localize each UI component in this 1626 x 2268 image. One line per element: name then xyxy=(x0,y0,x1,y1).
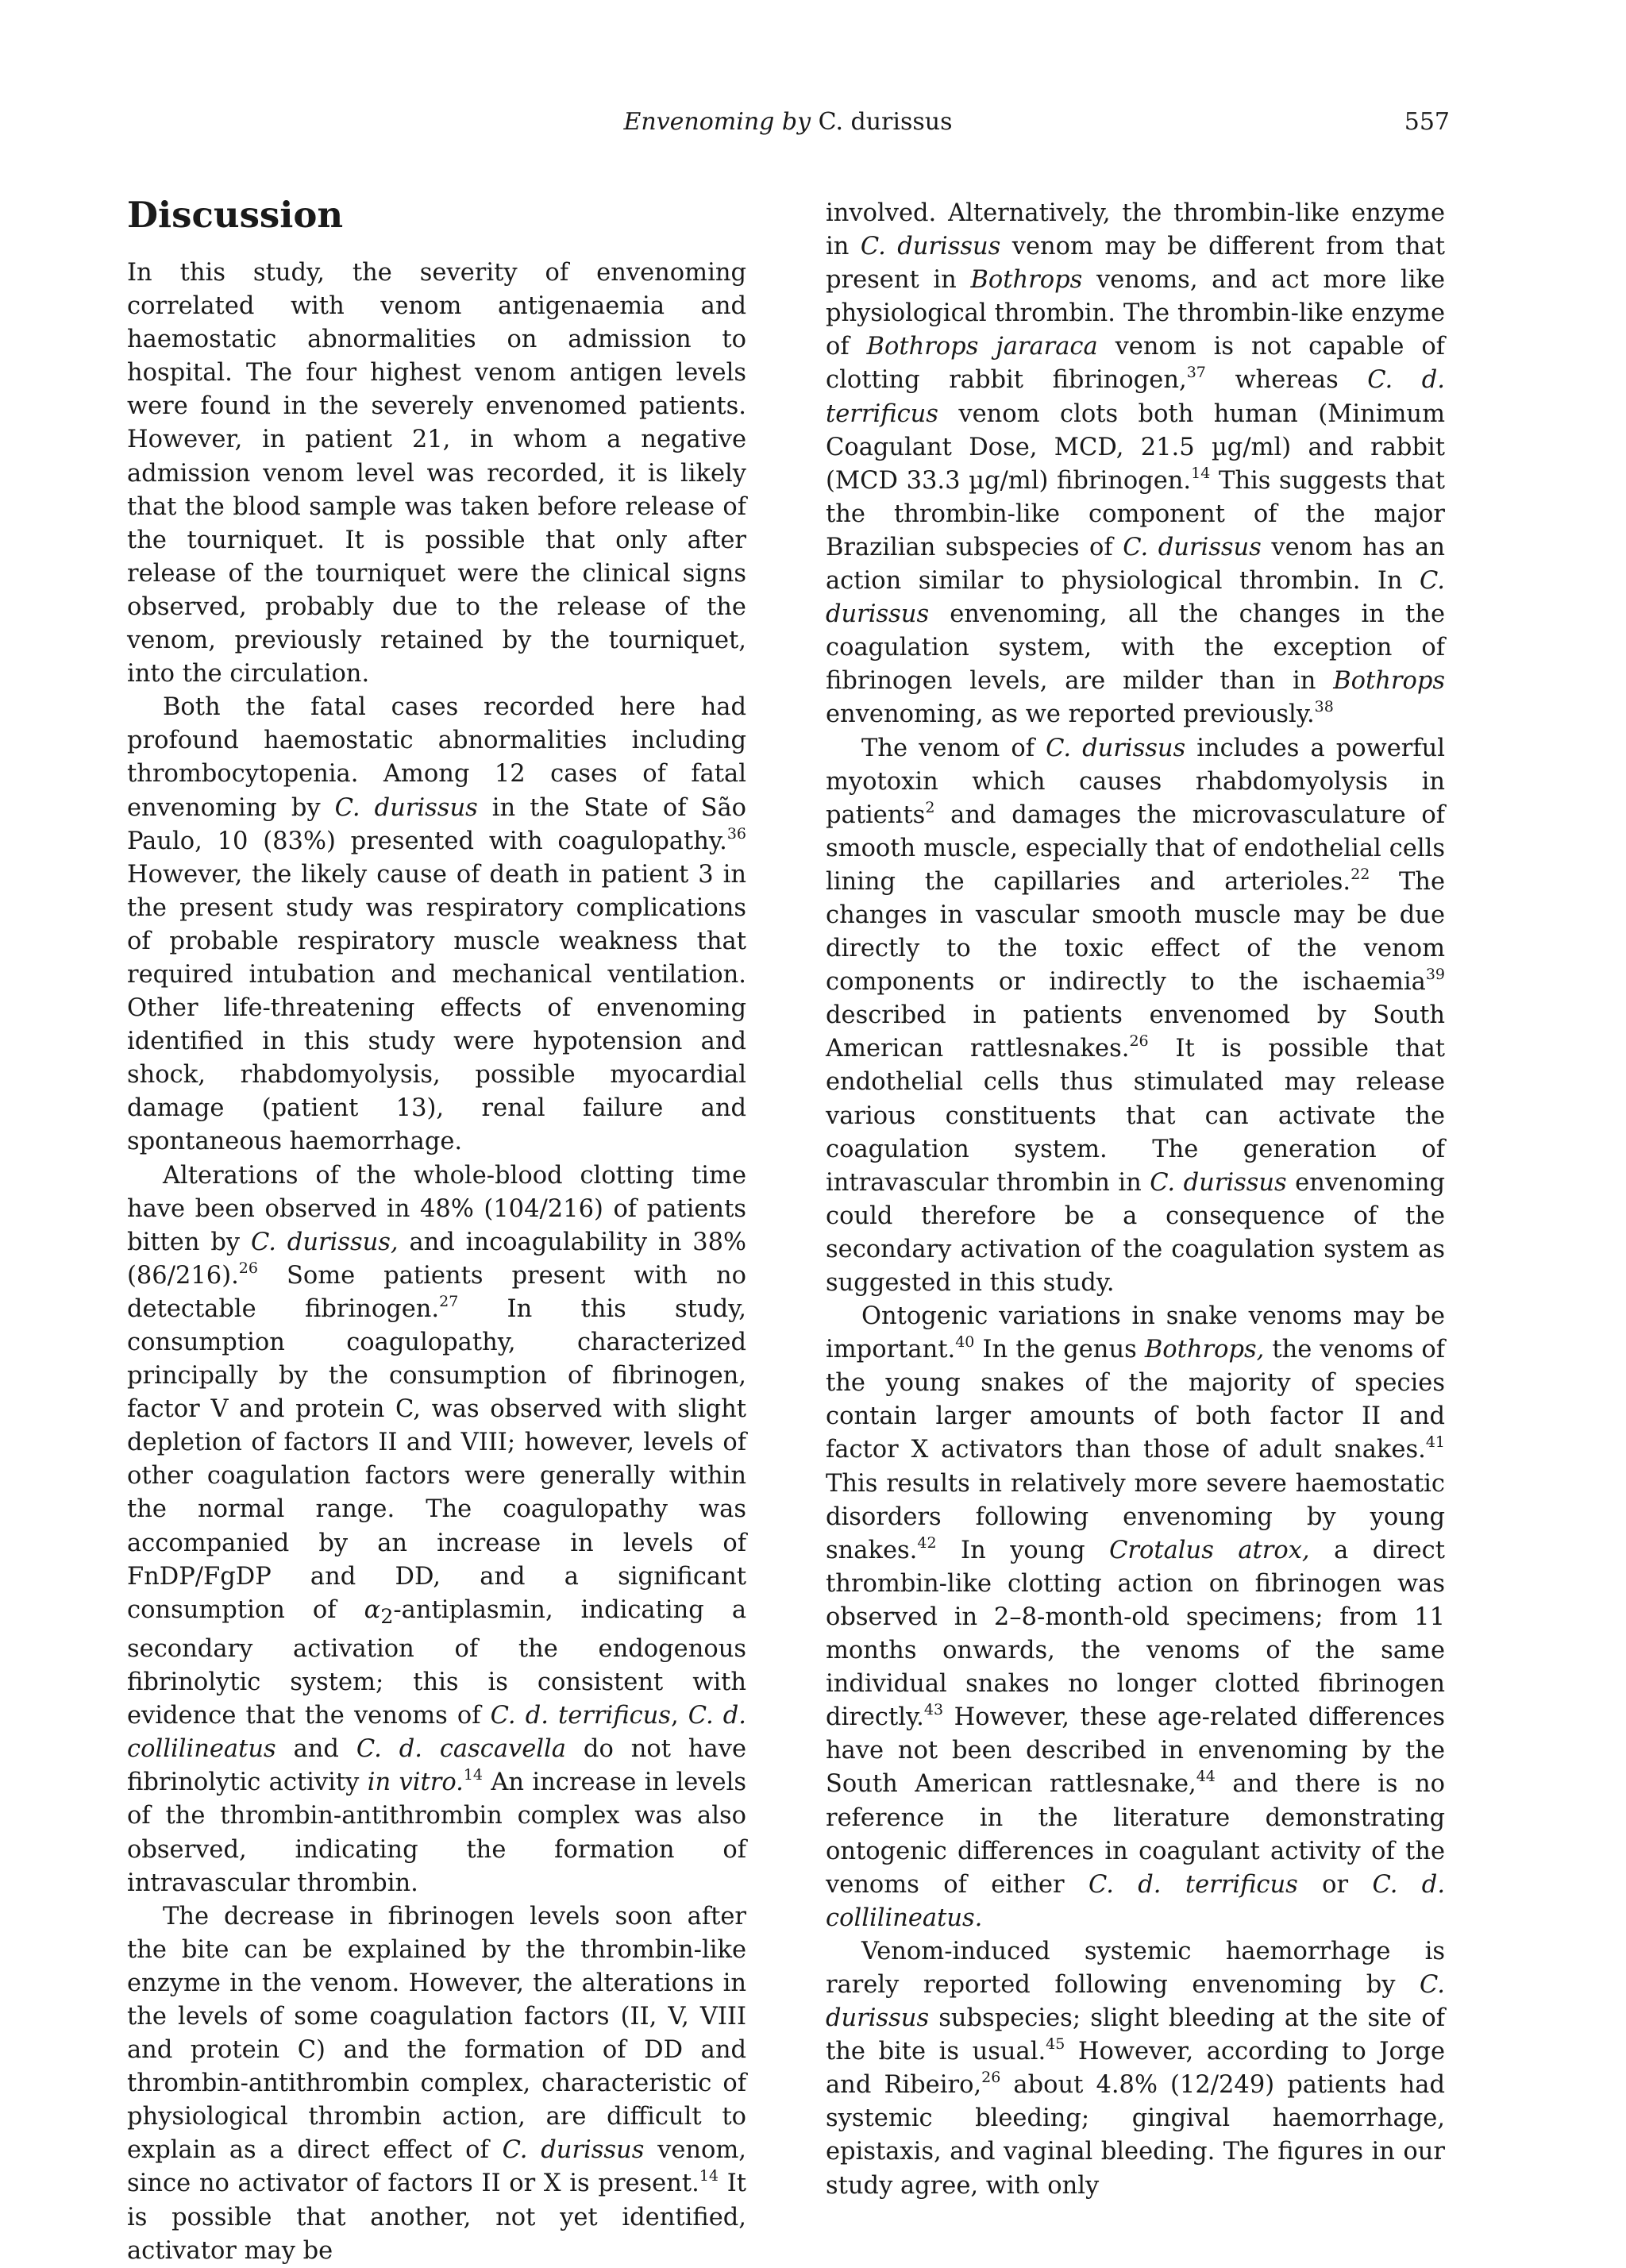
italic-text: Bothrops jararaca xyxy=(866,333,1098,361)
italic-text: C. durissus xyxy=(334,793,478,822)
text-run: , xyxy=(670,1702,688,1730)
italic-text: Crotalus atrox, xyxy=(1109,1536,1310,1564)
text-run: This results in relatively more severe haemostatic disorders following envenoming by young snakes. xyxy=(826,1469,1445,1564)
text-run: However, according to Jorge and Ribeiro, xyxy=(826,2038,1445,2100)
citation-ref: 43 xyxy=(923,1701,944,1719)
text-run: venoms, and act more like physiological thrombin. The thrombin-like enzyme of xyxy=(826,266,1446,361)
italic-text: C. durissus xyxy=(1150,1168,1287,1197)
text-run: and xyxy=(275,1735,356,1764)
citation-ref: 44 xyxy=(1196,1768,1216,1786)
citation-ref: 42 xyxy=(917,1533,937,1552)
paragraph-p3 xyxy=(127,1159,746,1900)
text-run: In the genus xyxy=(974,1336,1145,1364)
italic-text: in vitro. xyxy=(367,1768,464,1797)
text-run: venom, since no activator of factors II or X is present. xyxy=(127,2136,746,2198)
text-run: and damages the microvasculature of smooth muscle, especially that of endothelial cells lining the capillaries and arterioles. xyxy=(826,800,1445,896)
paragraph-p1 xyxy=(127,256,746,691)
text-run: 2 xyxy=(380,1603,394,1628)
citation-ref: 39 xyxy=(1425,966,1445,984)
text-run: or xyxy=(1297,1870,1373,1899)
text-run: envenoming could therefore be a consequence of the secondary activation of the coagulation system as suggested in this study. xyxy=(826,1168,1445,1297)
paragraph-p4 xyxy=(127,1900,746,2268)
right-column xyxy=(826,197,1445,2203)
text-run: venom has an action similar to physiological thrombin. In xyxy=(826,533,1445,596)
text-run: In this study, the severity of envenoming correlated with venom antigenaemia and haemostatic abnormalities on admission to hospital. The four highest venom antigen levels were found in the severely envenomed patients. However, in patient 21, in whom a negative admission venom level was recorded, it is likely that the blood sample was taken before release of the tourniquet. It is possible that only after release of the tourniquet were the clinical signs observed, probably due to the release of the venom, previously retained by the tourniquet, into the circulation. xyxy=(127,259,746,688)
text-run: about 4.8% (12/249) patients had systemic bleeding; gingival haemorrhage, epistaxis, and vaginal bleeding. The figures in our study agree, with only xyxy=(826,2071,1445,2200)
text-run: The changes in vascular smooth muscle may be due directly to the toxic effect of the venom components or indirectly to the ischaemia xyxy=(826,867,1445,997)
text-run: venom may be different from that present in xyxy=(826,233,1446,295)
text-run: envenoming, as we reported previously. xyxy=(826,700,1315,729)
italic-text: C. durissus xyxy=(1046,734,1186,762)
citation-ref: 36 xyxy=(726,824,746,843)
paragraph-p5 xyxy=(826,197,1445,732)
text-run: It is possible that endothelial cells thus stimulated may release various constituents that can activate the coagulation system. The generation of intravascular thrombin in xyxy=(826,1035,1446,1197)
running-title xyxy=(0,108,1576,136)
text-run: and there is no reference in the literature demonstrating ontogenic differences in coagulant activity of the venoms of either xyxy=(826,1770,1446,1899)
text-run: Venom-induced systemic haemorrhage is rarely reported following envenoming by xyxy=(826,1937,1445,1999)
italic-text: C. durissus xyxy=(1123,533,1262,561)
citation-ref: 38 xyxy=(1314,698,1334,716)
citation-ref: 26 xyxy=(981,2069,1001,2087)
italic-text: Bothrops xyxy=(1333,667,1445,696)
italic-text: C. d. terrificus xyxy=(1088,1870,1298,1899)
page-number: 557 xyxy=(1404,108,1450,136)
text-run: Ontogenic variations in snake venoms may be important. xyxy=(826,1302,1445,1364)
text-run: a direct thrombin-like clotting action on fibrinogen was observed in 2–8-month-old specimens; from 11 months onwards, the venoms of the same individual snakes no longer clotted fibrinogen directly. xyxy=(826,1536,1445,1732)
text-run: envenoming, all the changes in the coagulation system, with the exception of fibrinogen levels, are milder than in xyxy=(826,600,1445,696)
text-run: Both the fatal cases recorded here had profound haemostatic abnormalities including thrombocytopenia. Among 12 cases of fatal envenoming by xyxy=(127,693,746,822)
italic-text: C. d. terrificus xyxy=(490,1702,671,1730)
italic-text: α xyxy=(364,1595,381,1624)
italic-text: C. d. collilineatus. xyxy=(826,1870,1446,1932)
text-run: venom clots both human (Minimum Coagulant Dose, MCD, 21.5 µg/ml) and rabbit (MCD 33.3 µg/ml) fibrinogen. xyxy=(826,399,1445,495)
text-run: In young xyxy=(936,1536,1110,1564)
italic-text: Bothrops xyxy=(970,266,1083,295)
citation-ref: 14 xyxy=(463,1766,484,1784)
citation-ref: 14 xyxy=(699,2167,719,2185)
italic-text: Bothrops, xyxy=(1144,1336,1265,1364)
italic-text: C. d. collilineatus xyxy=(127,1702,747,1764)
text-run: and incoagulability in 38% (86/216). xyxy=(127,1228,747,1290)
text-run: Alterations of the whole-blood clotting time have been observed in 48% (104/216) of patients bitten by xyxy=(127,1161,746,1256)
text-run: An increase in levels of the thrombin-antithrombin complex was also observed, indicating the formation of intravascular thrombin. xyxy=(127,1768,746,1897)
citation-ref: 2 xyxy=(925,798,935,816)
citation-ref: 40 xyxy=(955,1333,975,1352)
paragraph-p8 xyxy=(826,1935,1445,2203)
citation-ref: 26 xyxy=(1129,1032,1149,1051)
text-run: venom is not capable of clotting rabbit fibrinogen, xyxy=(826,333,1445,395)
text-run: subspecies; slight bleeding at the site of the bite is usual. xyxy=(826,2004,1445,2066)
section-heading: Discussion xyxy=(127,194,344,236)
italic-text: C. durissus xyxy=(502,2136,645,2165)
text-run: The venom of xyxy=(861,734,1046,762)
text-run: The decrease in fibrinogen levels soon after the bite can be explained by the thrombin-like enzyme in the venom. However, the alterations in the levels of some coagulation factors (II, V, VIII and protein C) and the formation of DD and thrombin-antithrombin complex, characteristic of physiological thrombin action, are difficult to explain as a direct effect of xyxy=(127,1902,746,2165)
text-run: -antiplasmin, indicating a secondary activation of the endogenous fibrinolytic system; this is consistent with evidence that the venoms of xyxy=(127,1595,747,1730)
paragraph-p6 xyxy=(826,732,1445,1301)
text-run: It is possible that another, not yet identified, activator may be xyxy=(127,2170,747,2265)
italic-text: C. durissus, xyxy=(250,1228,399,1256)
citation-ref: 37 xyxy=(1186,364,1206,382)
italic-text: C. durissus xyxy=(826,1970,1445,2033)
paragraph-p2 xyxy=(127,691,746,1159)
italic-text: C. durissus xyxy=(860,233,1001,261)
citation-ref: 41 xyxy=(1425,1433,1445,1452)
italic-text: C. d. terrificus xyxy=(826,366,1446,428)
citation-ref: 22 xyxy=(1351,865,1370,883)
text-run: This suggests that the thrombin-like component of the major Brazilian subspecies of xyxy=(826,466,1445,561)
text-run: involved. Alternatively, the thrombin-like enzyme in xyxy=(826,199,1445,261)
text-run: in the State of São Paulo, 10 (83%) presented with coagulopathy. xyxy=(127,793,747,855)
running-title-species: C. durissus xyxy=(818,108,953,136)
italic-text: C. durissus xyxy=(826,567,1445,629)
text-run: includes a powerful myotoxin which causes rhabdomyolysis in patients xyxy=(826,734,1446,829)
text-run: In this study, consumption coagulopathy, characterized principally by the consumption of fibrinogen, factor V and protein C, was observed with slight depletion of factors II and VIII; however, levels of other coagulation factors were generally within the normal range. The coagulopathy was accompanied by an increase in levels of FnDP/FgDP and DD, and a significant consumption of xyxy=(127,1294,746,1624)
citation-ref: 27 xyxy=(439,1292,459,1310)
text-run: However, these age-related differences have not been described in envenoming by the South American rattlesnake, xyxy=(826,1703,1445,1799)
citation-ref: 26 xyxy=(238,1259,258,1277)
paragraph-p7 xyxy=(826,1300,1445,1935)
text-run: However, the likely cause of death in patient 3 in the present study was respiratory complications of probable respiratory muscle weakness that required intubation and mechanical ventilation. Other life-threatening effects of envenoming identified in this study were hypotension and shock, rhabdomyolysis, possible myocardial damage (patient 13), renal failure and spontaneous haemorrhage. xyxy=(127,860,746,1156)
text-run: do not have fibrinolytic activity xyxy=(127,1735,746,1797)
text-run: whereas xyxy=(1205,366,1368,395)
running-title-italic: Envenoming by xyxy=(623,108,811,136)
citation-ref: 14 xyxy=(1191,464,1211,482)
running-head xyxy=(0,108,1626,148)
italic-text: C. d. cascavella xyxy=(356,1735,566,1764)
text-run: the venoms of the young snakes of the majority of species contain larger amounts of both factor II and factor X activators than those of adult snakes. xyxy=(826,1336,1446,1464)
left-column xyxy=(127,194,747,2268)
text-run: Some patients present with no detectable fibrinogen. xyxy=(127,1261,746,1323)
text-run: described in patients envenomed by South American rattlesnakes. xyxy=(826,1001,1445,1063)
citation-ref: 45 xyxy=(1046,2035,1065,2054)
